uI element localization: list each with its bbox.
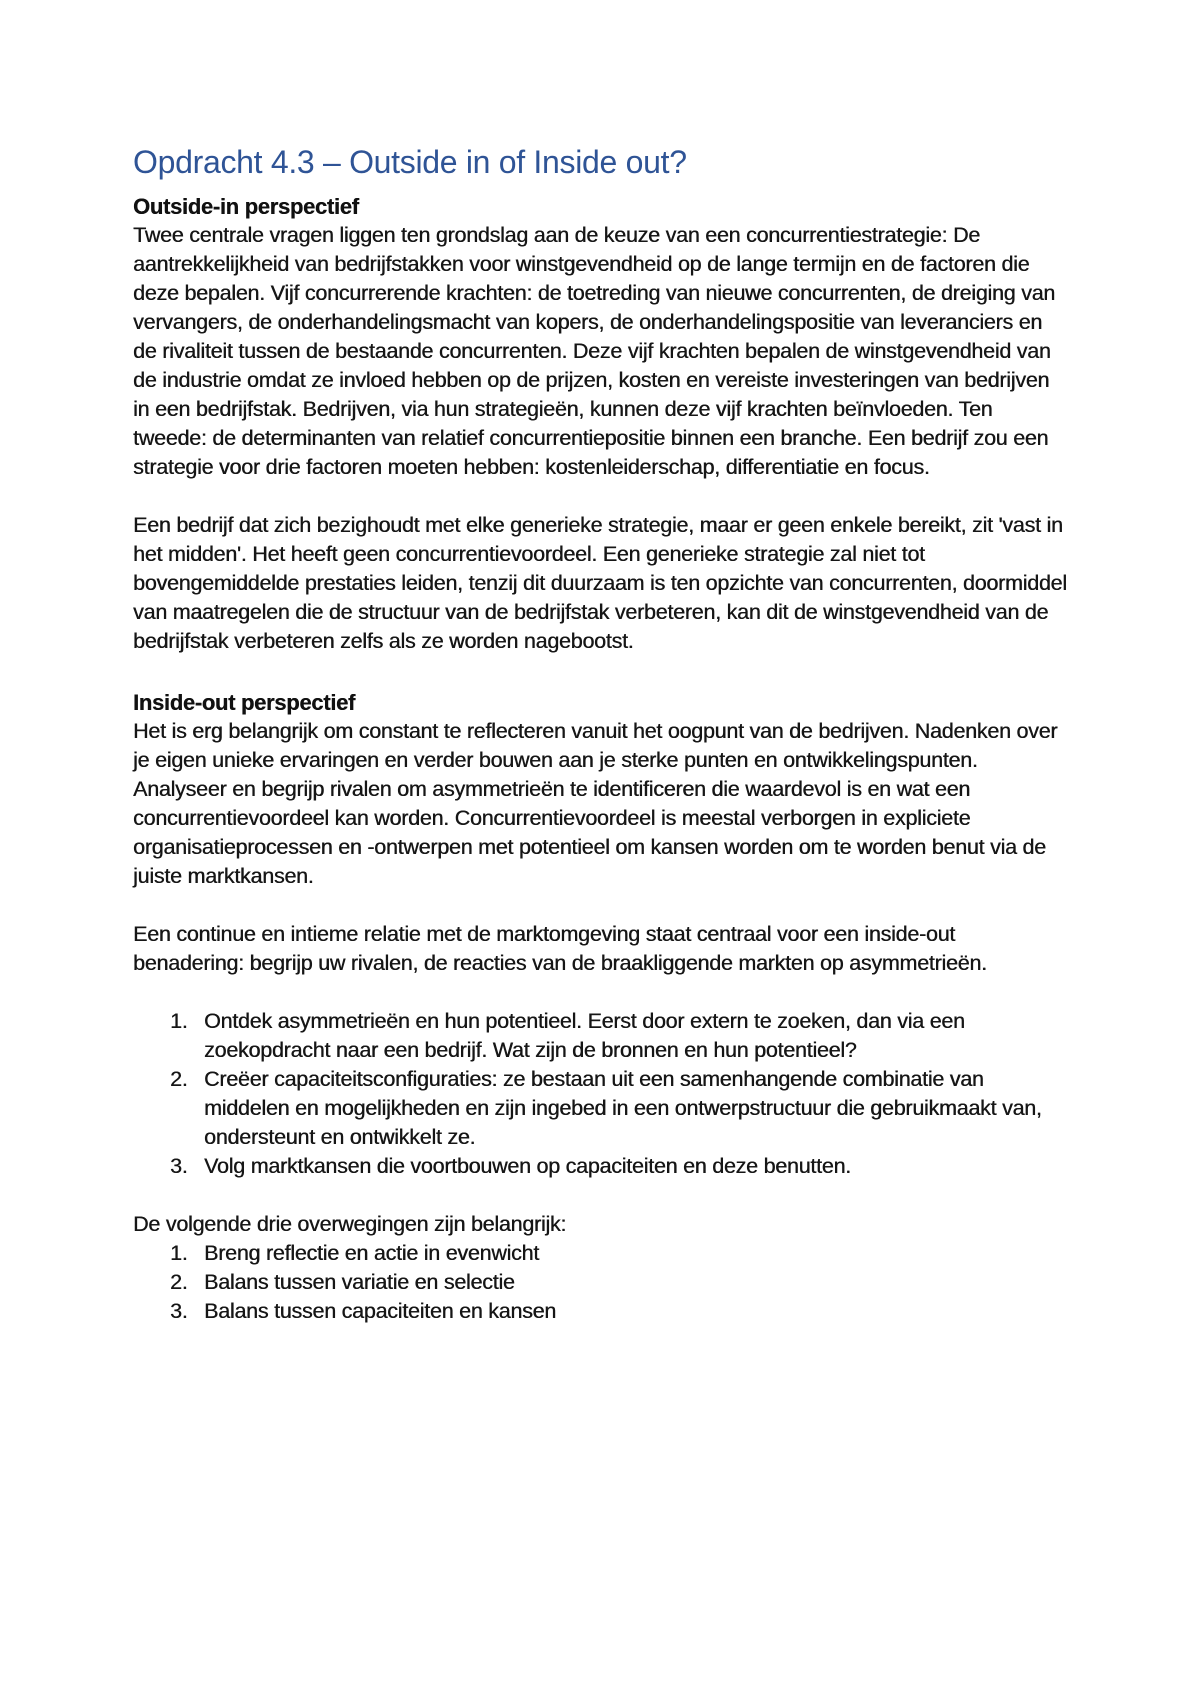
considerations-list <box>133 1239 1068 1326</box>
list-item-text: Breng reflectie en actie in evenwicht <box>204 1241 539 1265</box>
outside-in-paragraph-2: Een bedrijf dat zich bezighoudt met elke generieke strategie, maar er geen enkele bereikt, zit 'vast in het midden'. Het heeft geen concurrentievoordeel. Een generieke strategie zal niet tot bovengemiddelde prestaties leiden, tenzij dit duurzaam is ten opzichte van concurrenten, doormiddel van maatregelen die de structuur van de bedrijfstak verbeteren, kan dit de winstgevendheid van de bedrijfstak verbeteren zelfs als ze worden nagebootst. <box>133 513 1067 653</box>
blank-line <box>133 891 1068 920</box>
list-item <box>133 1152 1068 1181</box>
considerations-intro: De volgende drie overwegingen zijn belangrijk: <box>133 1212 567 1236</box>
inside-out-paragraph-2: Een continue en intieme relatie met de marktomgeving staat centraal voor een inside-out benadering: begrijp uw rivalen, de reacties van de braakliggende markten op asymmetrieën. <box>133 922 987 975</box>
document-content <box>133 142 1068 1326</box>
blank-line <box>133 656 1068 688</box>
list-item-number: 3. <box>170 1299 188 1323</box>
list-item <box>133 1007 1068 1065</box>
list-item-number: 1. <box>170 1009 188 1033</box>
list-item <box>133 1065 1068 1152</box>
page-title: Opdracht 4.3 – Outside in of Inside out? <box>133 144 687 180</box>
list-item-number: 3. <box>170 1154 188 1178</box>
blank-line <box>133 482 1068 511</box>
section-heading-outside-in: Outside-in perspectief <box>133 194 359 219</box>
list-item-number: 2. <box>170 1067 188 1091</box>
list-item <box>133 1239 1068 1268</box>
list-item-text: Balans tussen capaciteiten en kansen <box>204 1299 556 1323</box>
list-item-text: Volg marktkansen die voortbouwen op capaciteiten en deze benutten. <box>204 1154 851 1178</box>
outside-in-paragraph-1: Twee centrale vragen liggen ten grondslag aan de keuze van een concurrentiestrategie: De aantrekkelijkheid van bedrijfstakken voor winstgevendheid op de lange termijn en de factoren die deze bepalen. Vijf concurrerende krachten: de toetreding van nieuwe concurrenten, de dreiging van vervangers, de onderhandelingsmacht van kopers, de onderhandelingspositie van leveranciers en de rivaliteit tussen de bestaande concurrenten. Deze vijf krachten bepalen de winstgevendheid van de industrie omdat ze invloed hebben op de prijzen, kosten en vereiste investeringen van bedrijven in een bedrijfstak. Bedrijven, via hun strategieën, kunnen deze vijf krachten beïnvloeden. Ten tweede: de determinanten van relatief concurrentiepositie binnen een branche. Een bedrijf zou een strategie voor drie factoren moeten hebben: kostenleiderschap, differentiatie en focus. <box>133 223 1055 479</box>
list-item-text: Ontdek asymmetrieën en hun potentieel. Eerst door extern te zoeken, dan via een zoekopdracht naar een bedrijf. Wat zijn de bronnen en hun potentieel? <box>204 1009 965 1062</box>
section-heading-inside-out: Inside-out perspectief <box>133 690 355 715</box>
inside-out-paragraph-1: Het is erg belangrijk om constant te reflecteren vanuit het oogpunt van de bedrijven. Nadenken over je eigen unieke ervaringen en verder bouwen aan je sterke punten en ontwikkelingspunten. Analyseer en begrijp rivalen om asymmetrieën te identificeren die waardevol is en wat een concurrentievoordeel kan worden. Concurrentievoordeel is meestal verborgen in expliciete organisatieprocessen en -ontwerpen met potentieel om kansen worden om te worden benut via de juiste marktkansen. <box>133 719 1058 888</box>
list-item <box>133 1268 1068 1297</box>
list-item-text: Creëer capaciteitsconfiguraties: ze bestaan uit een samenhangende combinatie van middelen en mogelijkheden en zijn ingebed in een ontwerpstructuur die gebruikmaakt van, ondersteunt en ontwikkelt ze. <box>204 1067 1042 1149</box>
list-item <box>133 1297 1068 1326</box>
list-item-number: 2. <box>170 1270 188 1294</box>
blank-line <box>133 978 1068 1007</box>
asymmetry-steps-list <box>133 1007 1068 1181</box>
list-item-text: Balans tussen variatie en selectie <box>204 1270 515 1294</box>
blank-line <box>133 1181 1068 1210</box>
list-item-number: 1. <box>170 1241 188 1265</box>
